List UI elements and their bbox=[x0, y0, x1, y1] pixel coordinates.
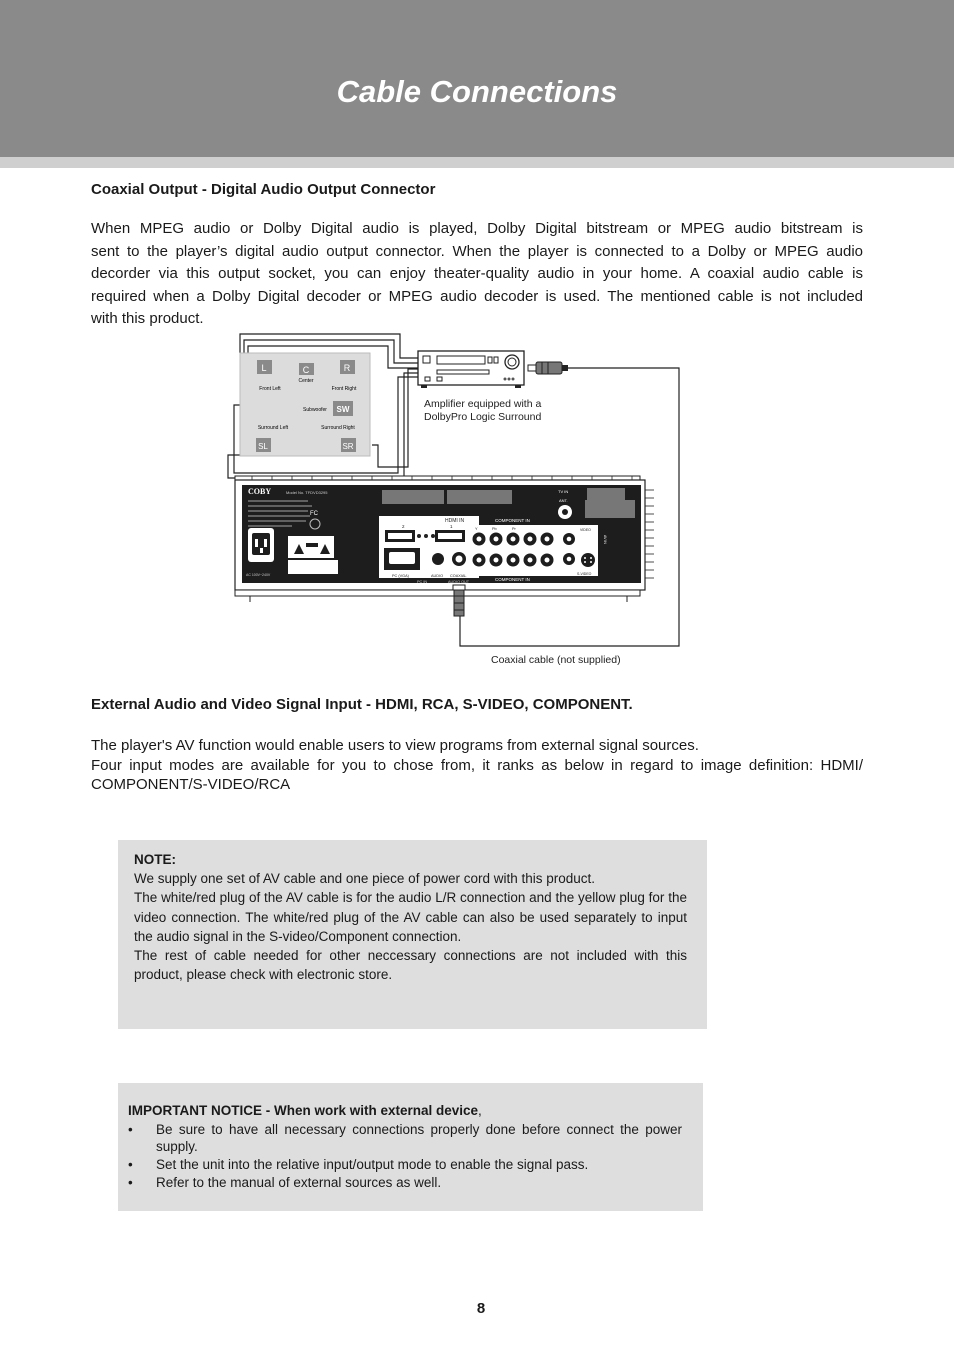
speaker-label: Front Right bbox=[331, 386, 357, 392]
s-video-port-icon bbox=[581, 553, 595, 567]
speaker-letter: R bbox=[343, 363, 351, 373]
bullet-icon: • bbox=[128, 1157, 133, 1172]
speaker-letter: C bbox=[302, 365, 310, 375]
amplifier-icon bbox=[418, 351, 524, 388]
note-line: We supply one set of AV cable and one piece of power cord with this product. bbox=[134, 871, 596, 886]
list-item bbox=[128, 1156, 682, 1173]
coaxial-paragraph bbox=[91, 218, 863, 331]
hdmi-port-number: 2 bbox=[402, 524, 405, 529]
note-box bbox=[118, 840, 707, 1029]
paragraph-line: COMPONENT/S-VIDEO/RCA bbox=[91, 776, 291, 793]
amp-caption: Amplifier equipped with a bbox=[424, 398, 542, 410]
port-label: Pb bbox=[492, 527, 497, 531]
panel-model: Model No. TFDVD3295 bbox=[286, 490, 328, 495]
port-label: AUDIO bbox=[431, 574, 444, 578]
notice-title-text: IMPORTANT NOTICE - When work with external device bbox=[128, 1103, 479, 1118]
port-label: PC IN bbox=[417, 580, 428, 584]
coaxial-cable-plug-icon bbox=[453, 585, 465, 616]
port-label: S-VIDEO bbox=[577, 572, 592, 576]
component-block bbox=[467, 525, 567, 576]
note-line: The rest of cable needed for other neccessary connections are not included with this product, please check with electronic store. bbox=[134, 948, 687, 983]
page-number: 8 bbox=[476, 1300, 486, 1317]
connection-diagram bbox=[222, 330, 692, 670]
speaker-label: Center bbox=[298, 378, 314, 384]
speaker-label: Front Left bbox=[259, 386, 281, 392]
paragraph-line: sent to the player’s digital audio output connector. When the player is connected to a Dolby or MPEG audio bbox=[91, 242, 863, 260]
bullet-icon: • bbox=[128, 1122, 133, 1137]
speaker-label: Surround Right bbox=[321, 425, 355, 431]
section-heading-external-input: External Audio and Video Signal Input - HDMI, RCA, S-VIDEO, COMPONENT. bbox=[91, 696, 633, 713]
speaker-label: Subwoofer bbox=[303, 407, 327, 413]
paragraph-line: The player's AV function would enable users to view programs from external signal sources. bbox=[91, 737, 699, 754]
port-label: AUDIO OUT bbox=[448, 580, 470, 584]
important-notice-box bbox=[118, 1083, 703, 1211]
port-label: Pr bbox=[512, 527, 516, 531]
port-label: ANT. bbox=[559, 498, 568, 503]
speaker-letter: L bbox=[261, 363, 267, 373]
paragraph-line: required when a Dolby Digital decoder or MPEG audio decoder is used. The mentioned cable is not included bbox=[91, 287, 863, 305]
coax-plug-icon bbox=[528, 362, 568, 374]
rear-panel bbox=[235, 476, 654, 602]
note-title: NOTE: bbox=[134, 852, 176, 867]
notice-title bbox=[128, 1103, 682, 1118]
notice-title-suffix: , bbox=[478, 1103, 482, 1118]
list-item-text: Refer to the manual of external sources as well. bbox=[156, 1175, 442, 1190]
port-label: PC (VGA) bbox=[392, 574, 409, 578]
port-label: COMPONENT IN bbox=[495, 518, 530, 523]
note-line: The white/red plug of the AV cable is for the audio L/R connection and the yellow plug for the video connection. The white/red plug of the AV cable can also be used separately to input the audio signal in the S-video/Component connection. bbox=[134, 890, 687, 944]
section-heading-coaxial: Coaxial Output - Digital Audio Output Connector bbox=[91, 181, 436, 198]
speaker-label: Surround Left bbox=[257, 425, 289, 431]
list-item-text: Be sure to have all necessary connections properly done before connect the power supply. bbox=[156, 1122, 682, 1154]
port-label: Y bbox=[475, 527, 478, 531]
port-label: AV IN bbox=[603, 535, 607, 544]
speaker-layout bbox=[240, 353, 370, 456]
list-item bbox=[128, 1121, 682, 1155]
cable-caption: Coaxial cable (not supplied) bbox=[491, 654, 621, 666]
audio-jack-icon bbox=[432, 553, 444, 565]
page-title: Cable Connections bbox=[336, 74, 618, 109]
external-input-paragraph bbox=[91, 736, 863, 795]
list-item-text: Set the unit into the relative input/output mode to enable the signal pass. bbox=[156, 1157, 589, 1172]
list-item bbox=[128, 1174, 682, 1191]
bullet-icon: • bbox=[128, 1175, 133, 1190]
panel-brand: COBY bbox=[248, 487, 272, 496]
hdmi-port-number: 1 bbox=[450, 524, 453, 529]
paragraph-line: decorder via this output socket, you can enjoy theater-quality audio in your home. A coaxial audio cable is bbox=[91, 265, 863, 282]
paragraph-line: When MPEG audio or Dolby Digital audio is played, Dolby Digital bitstream or MPEG audio bitstream is bbox=[91, 220, 863, 237]
speaker-letter: SR bbox=[342, 442, 354, 451]
diagram-svg bbox=[222, 330, 692, 670]
port-label: VIDEO bbox=[580, 528, 591, 532]
speaker-letter: SL bbox=[258, 442, 268, 451]
port-label: COMPONENT IN bbox=[495, 577, 530, 582]
paragraph-line: with this product. bbox=[91, 310, 204, 327]
paragraph-line: Four input modes are available for you to chose from, it ranks as below in regard to image definition: HDMI/ bbox=[91, 756, 863, 774]
header-strip bbox=[0, 157, 954, 168]
hdmi-label: HDMI IN bbox=[445, 518, 465, 524]
amp-caption: DolbyPro Logic Surround bbox=[424, 411, 542, 423]
panel-voltage: AC 100V~240V bbox=[246, 573, 271, 577]
port-label: TV IN bbox=[558, 489, 569, 494]
port-label: COAXIAL bbox=[450, 574, 467, 578]
fcc-icon: FC bbox=[310, 511, 318, 517]
speaker-letter: SW bbox=[336, 405, 350, 414]
notice-list bbox=[128, 1121, 682, 1191]
